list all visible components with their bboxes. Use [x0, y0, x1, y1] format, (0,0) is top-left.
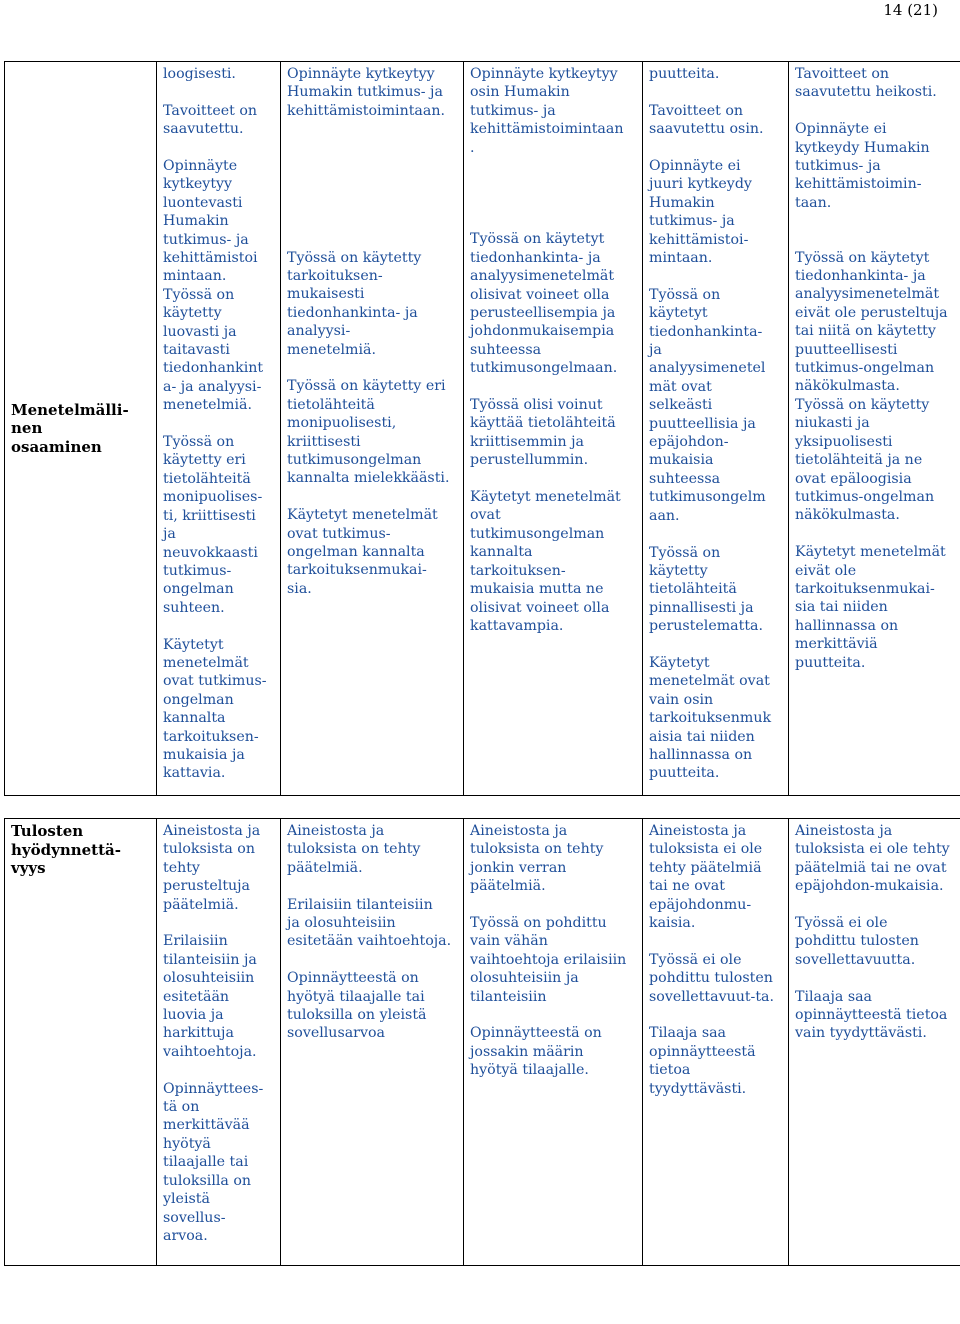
criteria-text: Tilaaja saa opinnäytteestä tietoa vain tyydyttävästi.	[795, 988, 948, 1042]
criteria-spacer	[287, 139, 461, 249]
criteria-text: Työssä on käytetyt tiedonhankinta- ja analyysimenetelmät olisivat voineet olla perusteellisempia ja johdonmukaisempia suhteessa tutkimusongelmaan.	[470, 231, 618, 377]
criteria-cell	[157, 62, 281, 796]
criteria-text: Opinnäyte ei juuri kytkeydy Humakin tutkimus- ja kehittämistoi- mintaan.	[649, 158, 752, 267]
criteria-text: Erilaisiin tilanteisiin ja olosuhteisiin esitetään vaihtoehtoja.	[287, 896, 452, 950]
criteria-text: Tavoitteet on saavutettu osin.	[649, 102, 764, 138]
criteria-text: Työssä on käytetty tietolähteitä pinnallisesti ja perustelematta.	[649, 544, 763, 635]
criteria-text: Työssä on käytetty tarkoituksen- mukaisesti tiedonhankinta- ja analyysi- menetelmiä.	[287, 249, 422, 358]
criteria-text: Työssä on pohdittu vain vähän vaihtoehtoja erilaisiin olosuhteisiin ja tilanteisiin	[470, 915, 627, 1005]
criteria-spacer	[470, 175, 640, 230]
criteria-cell	[789, 62, 960, 796]
criteria-text: Työssä olisi voinut käyttää tietolähteitä kriittisemmin ja perustellummin.	[470, 397, 616, 469]
criteria-spacer	[795, 231, 958, 249]
criteria-cell	[643, 62, 789, 796]
criteria-text: Työssä on käytetyt tiedonhankinta- ja analyysimenetelmät eivät ole perusteltuja tai niitä on käytetty puutteellisesti tutkimus-ongelman näkökulmasta. Työssä on käytetty niukasti ja yksipuolisesti tietolähteitä ja ne ovat epäloogisia tutkimus-ongelman näkökulmasta.	[795, 249, 948, 524]
table-row	[5, 62, 960, 796]
criteria-cell	[789, 819, 960, 1266]
grading-table-methodology	[4, 61, 960, 796]
criteria-text: Aineistosta ja tuloksista on tehty päätelmiä.	[287, 823, 421, 876]
table-row	[5, 819, 960, 1266]
criteria-text: Työssä on käytetty eri tietolähteitä monipuolises- ti, kriittisesti ja neuvokkaasti tutkimus- ongelman suhteen.	[163, 434, 263, 616]
row-header-methodology	[5, 62, 157, 796]
criteria-cell	[281, 819, 464, 1266]
criteria-text: Työssä on käytetty eri tietolähteitä monipuolisesti, kriittisesti tutkimusongelman kannalta mielekkäästi.	[287, 378, 450, 487]
criteria-text: Opinnäyte kytkeytyy osin Humakin tutkimus- ja kehittämistoimintaan .	[470, 66, 624, 156]
criteria-text: Aineistosta ja tuloksista on tehty perusteltuja päätelmiä.	[163, 823, 261, 913]
criteria-text: Aineistosta ja tuloksista on tehty jonkin verran päätelmiä.	[470, 823, 604, 895]
criteria-text: Aineistosta ja tuloksista ei ole tehty päätelmiä tai ne ovat epäjohdon-mukaisia.	[795, 823, 950, 895]
criteria-text: loogisesti.	[163, 66, 236, 82]
criteria-text: Erilaisiin tilanteisiin ja olosuhteisiin esitetään luovia ja harkittuja vaihtoehtoja.	[163, 933, 257, 1060]
criteria-text: puutteita.	[649, 66, 720, 82]
criteria-text: Käytetyt menetelmät ovat tutkimus- ongelman kannalta tarkoituksen- mukaisia ja kattavia.	[163, 636, 267, 782]
criteria-text: Aineistosta ja tuloksista ei ole tehty päätelmiä tai ne ovat epäjohdonmu- kaisia.	[649, 823, 763, 932]
row-header-label: Menetelmälli- nen osaaminen	[11, 400, 129, 456]
criteria-text: Työssä ei ole pohdittu tulosten sovellettavuut-ta.	[649, 951, 775, 1005]
criteria-cell	[281, 62, 464, 796]
criteria-text: Tavoitteet on saavutettu heikosti.	[795, 66, 937, 101]
criteria-text: Opinnäyte ei kytkeydy Humakin tutkimus- ja kehittämistoimin- taan.	[795, 121, 930, 211]
criteria-text: Opinnäyte kytkeytyy Humakin tutkimus- ja kehittämistoimintaan.	[287, 66, 445, 119]
criteria-text: Opinnäyttees- tä on merkittävää hyötyä tilaajalle tai tuloksilla on yleistä sovellus- arvoa.	[163, 1080, 264, 1244]
grading-table-results	[4, 818, 960, 1266]
row-header-label: Tulosten hyödynnettä- vyys	[11, 822, 121, 877]
criteria-text: Opinnäytteestä on hyötyä tilaajalle tai tuloksilla on yleistä sovellusarvoa	[287, 970, 427, 1042]
criteria-text: Käytetyt menetelmät eivät ole tarkoituksenmukai- sia tai niiden hallinnassa on merkittäviä puutteita.	[795, 544, 946, 671]
criteria-cell	[643, 819, 789, 1266]
criteria-cell	[157, 819, 281, 1266]
criteria-text: Käytetyt menetelmät ovat tutkimusongelman kannalta tarkoituksen- mukaisia mutta ne olisivat voineet olla kattavampia.	[470, 489, 621, 634]
criteria-cell	[464, 819, 643, 1266]
criteria-text: Käytetyt menetelmät ovat vain osin tarkoituksenmuk aisia tai niiden hallinnassa on puutteita.	[649, 654, 772, 782]
criteria-text: Opinnäytteestä on jossakin määrin hyötyä tilaajalle.	[470, 1025, 602, 1079]
criteria-text: Opinnäyte kytkeytyy luontevasti Humakin tutkimus- ja kehittämistoi mintaan. Työssä on käytetty luovasti ja taitavasti tiedonhankint a- ja analyysi- menetelmiä.	[163, 158, 264, 414]
criteria-text: Käytetyt menetelmät ovat tutkimus- ongelman kannalta tarkoituksenmukai- sia.	[287, 507, 438, 597]
criteria-text: Tavoitteet on saavutettu.	[163, 102, 257, 138]
criteria-text: Työssä on käytetyt tiedonhankinta- ja analyysimenetel mät ovat selkeästi puutteellisia ja epäjohdon- mukaisia suhteessa tutkimusongelm aan.	[649, 286, 766, 524]
row-header-results	[5, 819, 157, 1266]
criteria-text: Tilaaja saa opinnäytteestä tietoa tyydyttävästi.	[649, 1025, 756, 1097]
criteria-text: Työssä ei ole pohdittu tulosten sovellettavuutta.	[795, 915, 919, 968]
page-number: 14 (21)	[883, 1, 938, 19]
criteria-cell	[464, 62, 643, 796]
